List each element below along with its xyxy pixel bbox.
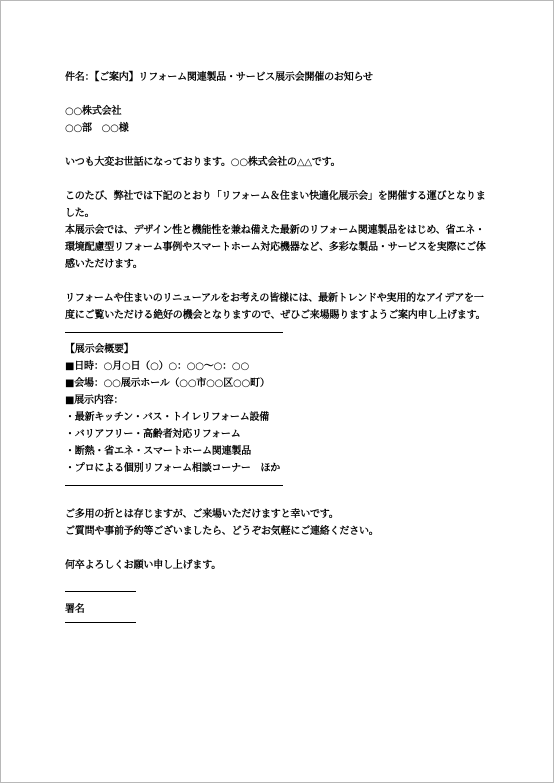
overview-heading: 【展示会概要】 (65, 344, 134, 355)
closing-line-3: 何卒よろしくお願い申し上げます。 (65, 560, 221, 571)
signature-rule-bottom (65, 622, 136, 623)
paragraph-1-line-2: した。 (65, 208, 95, 219)
signature-label: 署名 (65, 604, 85, 615)
overview-item: ・バリアフリー・高齢者対応リフォーム (65, 429, 241, 440)
spacer (65, 592, 490, 601)
recipient-company: ○○株式会社 (65, 106, 122, 117)
email-body (65, 69, 490, 623)
divider-top (65, 332, 283, 333)
spacer (65, 137, 490, 154)
paragraph-1-line-4: 環境配慮型リフォーム事例やスマートホーム対応機器など、多彩な製品・サービスを実際にご体 (65, 242, 486, 253)
closing-line-1: ご多用の折とは存じますが、ご来場いただけますと幸いです。 (65, 509, 339, 520)
greeting: いつも大変お世話になっております。○○株式会社の△△です。 (65, 157, 341, 168)
spacer (65, 273, 490, 290)
overview-venue: ■会場：○○展示ホール（○○市○○区○○町） (65, 378, 270, 389)
spacer (65, 86, 490, 103)
recipient-department: ○○部 ○○様 (65, 123, 129, 134)
spacer (65, 540, 490, 557)
paragraph-1-line-3: 本展示会では、デザイン性と機能性を兼ね備えた最新のリフォーム関連製品をはじめ、省エネ・ (65, 225, 485, 236)
overview-contents-label: ■展示内容： (65, 395, 124, 406)
overview-date: ■日時：○月○日（○）○：○○～○：○○ (65, 361, 249, 372)
divider-bottom (65, 485, 283, 486)
spacer (65, 574, 490, 591)
overview-item: ・最新キッチン・バス・トイレリフォーム設備 (65, 412, 270, 423)
paragraph-1-line-5: 感いただけます。 (65, 259, 143, 270)
subject-line: 件名：【ご案内】リフォーム関連製品・サービス展示会開催のお知らせ (65, 72, 373, 83)
paragraph-2-line-1: リフォームや住まいのリニューアルをお考えの皆様には、最新トレンドや実用的なアイデアを一 (65, 293, 484, 304)
overview-item: ・断熱・省エネ・スマートホーム関連製品 (65, 446, 251, 457)
paragraph-2-line-2: 度にご覧いただける絶好の機会となりますので、ぜひご来場賜りますようご案内申し上げます。 (65, 310, 486, 321)
closing-line-2: ご質問や事前予約等ございましたら、どうぞお気軽にご連絡ください。 (65, 526, 379, 537)
spacer (65, 494, 490, 506)
paragraph-1-line-1: このたび、弊社では下記のとおり「リフォーム＆住まい快適化展示会」を開催する運びとなりま (65, 191, 486, 202)
overview-item: ・プロによる個別リフォーム相談コーナー ほか (65, 463, 281, 474)
spacer (65, 171, 490, 188)
